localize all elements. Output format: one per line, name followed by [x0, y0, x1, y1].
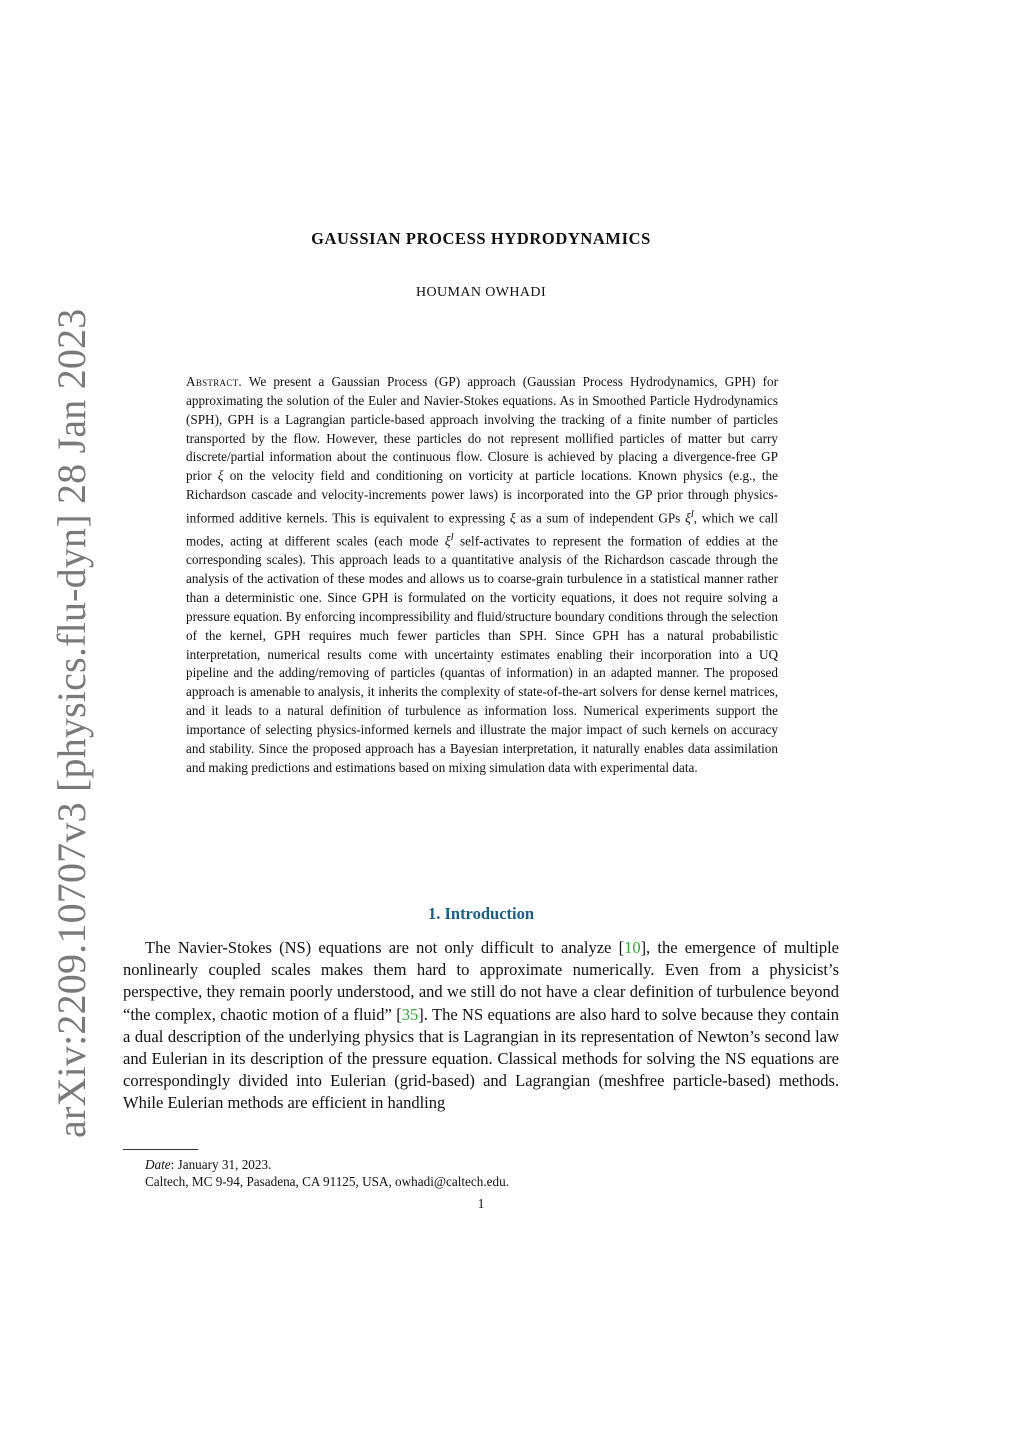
section-heading-introduction: 1. Introduction — [427, 904, 535, 923]
xi-symbol: ξ — [444, 533, 451, 549]
intro-text: ]. The NS equations are also hard to solve because they contain a dual description of the underlying physics that is Lagrangian in its representation of Newton’s second law and Eulerian in its description of the pressure equation. Classical methods for solving the NS equations are correspondingly divided into Eulerian (grid-based) and Lagrangian (meshfree particle-based) methods. While Eulerian methods are efficient in handling — [123, 1004, 839, 1113]
abstract — [186, 373, 778, 778]
xi-symbol: ξ — [217, 468, 224, 484]
paper-title: GAUSSIAN PROCESS HYDRODYNAMICS — [311, 229, 651, 248]
superscript-l: l — [450, 531, 454, 544]
abstract-text: as a sum of independent GPs — [515, 510, 686, 526]
introduction-paragraph — [123, 937, 839, 1115]
abstract-text: on the velocity field and conditioning on vorticity at particle locations. Known physics (e.g., the Richardson cascade and velocity-increments power laws) is incorporated into the GP prior through physics-informed additive kernels. This is equivalent to expressing — [186, 468, 778, 526]
xi-symbol: ξ — [509, 510, 516, 526]
abstract-text: self-activates to represent the formation of eddies at the corresponding scales). This approach leads to a quantitative analysis of the Richardson cascade through the analysis of the activation of these modes and allows us to coarse-grain turbulence in a statistical manner rather than a deterministic one. Since GPH is formulated on the vorticity equations, it does not require solving a pressure equation. By enforcing incompressibility and fluid/structure boundary conditions through the selection of the kernel, GPH requires much fewer particles than SPH. Since GPH has a natural probabilistic interpretation, numerical results come with uncertainty estimates enabling their incorporation into a UQ pipeline and the adding/removing of particles (quantas of information) in an adapted manner. The proposed approach is amenable to analysis, it inherits the complexity of state-of-the-art solvers for dense kernel matrices, and it leads to a natural definition of turbulence as information loss. Numerical experiments support the importance of selecting physics-informed kernels and illustrate the major impact of such kernels on accuracy and stability. Since the proposed approach has a Bayesian interpretation, it naturally enables data assimilation and making predictions and estimations based on mixing simulation data with experimental data. — [186, 533, 778, 775]
page-number: 1 — [477, 1196, 485, 1211]
abstract-text: , which we call modes, acting at different scales (each mode — [186, 510, 779, 549]
abstract-text: We present a Gaussian Process (GP) approach (Gaussian Process Hydrodynamics, GPH) for approximating the solution of the Euler and Navier-Stokes equations. As in Smoothed Particle Hydrodynamics (SPH), GPH is a Lagrangian particle-based approach involving the tracking of a finite number of particles transported by the flow. However, these particles do not represent mollified particles of matter but carry discrete/partial information about the continuous flow. Closure is achieved by placing a divergence-free GP prior — [186, 374, 778, 484]
footnote-divider — [123, 1149, 198, 1150]
abstract-label: Abstract. — [186, 374, 243, 389]
date-value: : January 31, 2023. — [170, 1157, 272, 1172]
intro-text: The Navier-Stokes (NS) equations are not only difficult to analyze [ — [145, 938, 625, 957]
xi-symbol: ξ — [685, 510, 691, 526]
citation-link[interactable]: 10 — [624, 938, 641, 957]
footnote-affiliation: Caltech, MC 9-94, Pasadena, CA 91125, USA, owhadi@caltech.edu. — [145, 1174, 509, 1189]
date-label: Date — [145, 1157, 171, 1172]
citation-link[interactable]: 35 — [401, 1004, 419, 1024]
footnote-date — [145, 1157, 271, 1173]
intro-text: ], the emergence of multiple nonlinearly coupled scales makes them hard to approximate numerically. Even from a physicist’s perspective, they remain poorly understood, and we still do not have a clear definition of turbulence beyond “the complex, chaotic motion of a fluid” [ — [123, 938, 839, 1024]
paper-author: HOUMAN OWHADI — [415, 285, 547, 300]
superscript-l: l — [690, 507, 694, 520]
arxiv-identifier-stamp: arXiv:2209.10707v3 [physics.flu-dyn] 28 Jan 2023 — [49, 308, 94, 1138]
